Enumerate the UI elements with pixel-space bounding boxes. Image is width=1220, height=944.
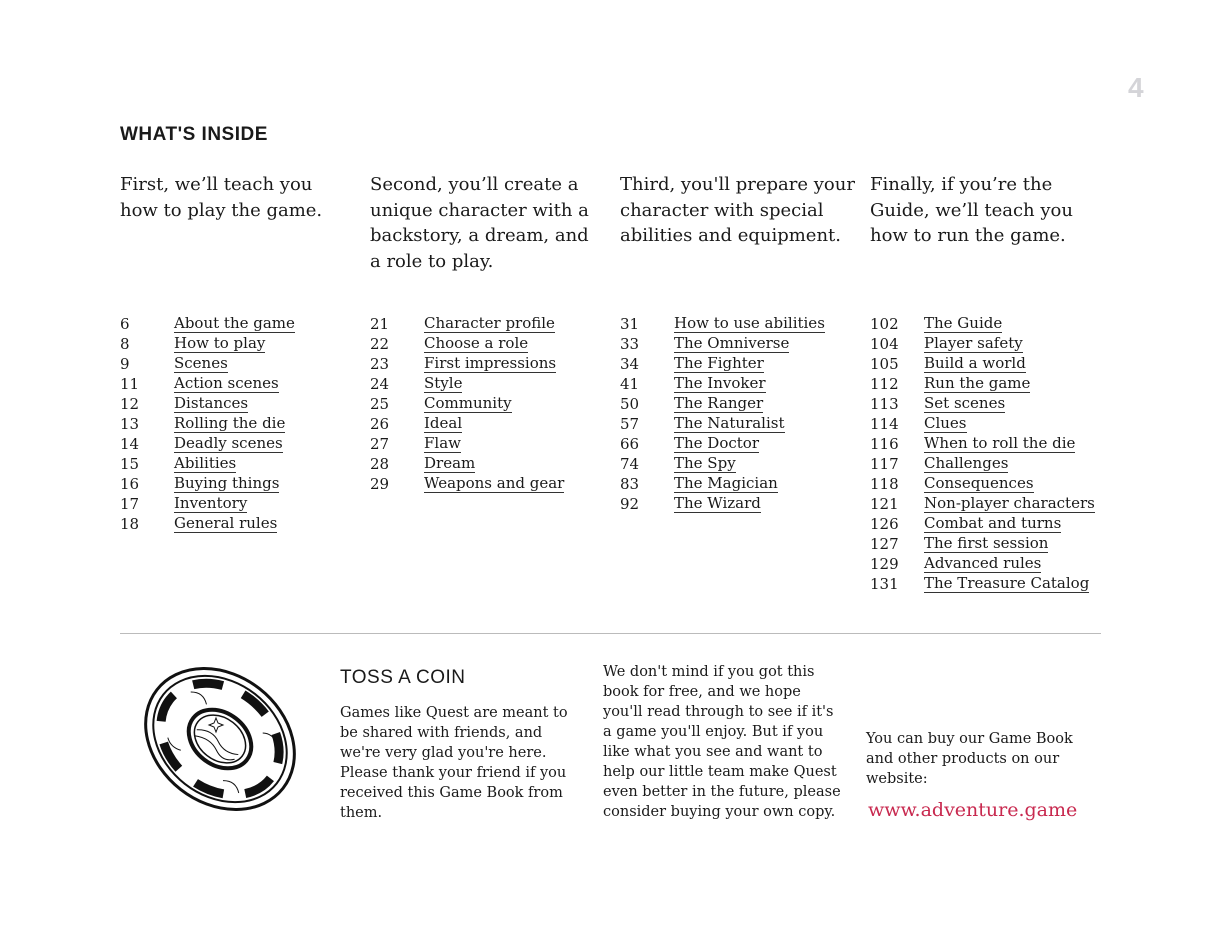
toc-page-number: 16: [120, 475, 140, 493]
toc-page-number: 126: [870, 515, 899, 533]
toc-entry[interactable]: [870, 494, 1120, 514]
toc-page-number: 105: [870, 355, 899, 373]
toc-link[interactable]: How to play: [174, 334, 266, 352]
toc-page-number: 57: [620, 415, 640, 433]
toc-entry[interactable]: [370, 314, 620, 334]
page-title: WHAT'S INSIDE: [120, 124, 268, 145]
toc-link[interactable]: Dream: [424, 454, 476, 472]
toc-list: [120, 314, 370, 534]
toc-link[interactable]: The Omniverse: [674, 334, 790, 352]
toc-entry[interactable]: [870, 434, 1120, 454]
toc-page-number: 83: [620, 475, 640, 493]
toc-page-number: 25: [370, 395, 390, 413]
toc-entry[interactable]: [620, 394, 870, 414]
toc-entry[interactable]: [620, 334, 870, 354]
toc-page-number: 28: [370, 455, 390, 473]
toc-page-number: 104: [870, 335, 899, 353]
toc-page-number: 8: [120, 335, 130, 353]
toc-page-number: 118: [870, 475, 899, 493]
toc-entry[interactable]: [370, 474, 620, 494]
toc-page-number: 22: [370, 335, 390, 353]
toc-page-number: 92: [620, 495, 640, 513]
toc-entry[interactable]: [120, 334, 370, 354]
toc-page-number: 116: [870, 435, 899, 453]
toc-link[interactable]: How to use abilities: [674, 314, 825, 332]
toc-link[interactable]: Buying things: [174, 474, 280, 492]
toc-link[interactable]: Community: [424, 394, 512, 412]
toc-link[interactable]: Distances: [174, 394, 249, 412]
toc-link[interactable]: Clues: [924, 414, 967, 432]
toc-entry[interactable]: [620, 314, 870, 334]
toc-page-number: 34: [620, 355, 640, 373]
toc-entry[interactable]: [370, 454, 620, 474]
toc-link[interactable]: The Wizard: [674, 494, 761, 512]
toc-entry[interactable]: [370, 354, 620, 374]
toc-entry[interactable]: [870, 474, 1120, 494]
toc-page-number: 121: [870, 495, 899, 513]
toc-link[interactable]: About the game: [174, 314, 295, 332]
toc-entry[interactable]: [370, 434, 620, 454]
toc-page-number: 14: [120, 435, 140, 453]
toc-link[interactable]: Player safety: [924, 334, 1023, 352]
toc-page-number: 17: [120, 495, 140, 513]
divider: [120, 633, 1101, 634]
toc-entry[interactable]: [120, 374, 370, 394]
toc-entry[interactable]: [870, 354, 1120, 374]
toc-link[interactable]: The Ranger: [674, 394, 764, 412]
toc-page-number: 102: [870, 315, 899, 333]
toc-link[interactable]: Combat and turns: [924, 514, 1062, 532]
toc-entry[interactable]: [870, 334, 1120, 354]
toc-link[interactable]: Run the game: [924, 374, 1031, 392]
toc-entry[interactable]: [370, 394, 620, 414]
toc-link[interactable]: Character profile: [424, 314, 555, 332]
toc-link[interactable]: When to roll the die: [924, 434, 1076, 452]
toc-link[interactable]: The first session: [924, 534, 1049, 552]
toc-entry[interactable]: [120, 454, 370, 474]
toc-link[interactable]: The Treasure Catalog: [924, 574, 1090, 592]
toc-page-number: 117: [870, 455, 899, 473]
buy-copy-paragraph: We don't mind if you got this book for free, and we hope you'll read through to see if it's a game you'll enjoy. But if you like what you see and want to help our little team make Quest even better in the future, please consider buying your own copy.: [603, 664, 841, 820]
toc-entry[interactable]: [120, 434, 370, 454]
toc-entry[interactable]: [120, 314, 370, 334]
toc-entry[interactable]: [620, 494, 870, 514]
toc-page-number: 11: [120, 375, 140, 393]
toc-page-number: 131: [870, 575, 899, 593]
toc-entry[interactable]: [120, 394, 370, 414]
toc-page-number: 112: [870, 375, 899, 393]
toc-link[interactable]: General rules: [174, 514, 278, 532]
toc-page-number: 24: [370, 375, 390, 393]
toc-entry[interactable]: [370, 334, 620, 354]
toc-entry[interactable]: [870, 574, 1120, 594]
toc-list: [620, 314, 870, 514]
toc-link[interactable]: First impressions: [424, 354, 557, 372]
toc-link[interactable]: Ideal: [424, 414, 463, 432]
toc-entry[interactable]: [120, 354, 370, 374]
toc-page-number: 66: [620, 435, 640, 453]
toc-page-number: 31: [620, 315, 640, 333]
toc-link[interactable]: Weapons and gear: [424, 474, 565, 492]
column-intro: Second, you’ll create a unique character with a backstory, a dream, and a role to play.: [370, 174, 589, 272]
toc-page-number: 23: [370, 355, 390, 373]
coin-illustration-icon: [138, 660, 302, 818]
toc-page-number: 6: [120, 315, 130, 333]
toc-entry[interactable]: [870, 414, 1120, 434]
toc-entry[interactable]: [120, 414, 370, 434]
column-intro: Finally, if you’re the Guide, we’ll teach you how to run the game.: [870, 174, 1073, 247]
toc-page-number: 9: [120, 355, 130, 373]
toc-page-number: 33: [620, 335, 640, 353]
toc-entry[interactable]: [120, 494, 370, 514]
toc-link[interactable]: Build a world: [924, 354, 1026, 372]
toc-page-number: 129: [870, 555, 899, 573]
website-link[interactable]: www.adventure.game: [868, 799, 1078, 821]
toc-link[interactable]: The Fighter: [674, 354, 764, 372]
page-number: 4: [1128, 72, 1144, 103]
toc-link[interactable]: Consequences: [924, 474, 1034, 492]
share-paragraph: Games like Quest are meant to be shared with friends, and we're very glad you're here. Please thank your friend if you received this Game Book from them.: [340, 705, 568, 821]
toc-entry[interactable]: [870, 394, 1120, 414]
toc-link[interactable]: The Guide: [924, 314, 1003, 332]
website-paragraph: You can buy our Game Book and other products on our website:: [866, 731, 1073, 787]
toc-page-number: 41: [620, 375, 640, 393]
toc-entry[interactable]: [620, 354, 870, 374]
toc-entry[interactable]: [120, 474, 370, 494]
toc-entry[interactable]: [870, 514, 1120, 534]
toc-page-number: 50: [620, 395, 640, 413]
toc-list: [370, 314, 620, 494]
toc-link[interactable]: Set scenes: [924, 394, 1006, 412]
toc-page-number: 21: [370, 315, 390, 333]
toc-entry[interactable]: [120, 514, 370, 534]
toc-entry[interactable]: [870, 454, 1120, 474]
toc-entry[interactable]: [870, 314, 1120, 334]
toc-list: [870, 314, 1120, 594]
toc-entry[interactable]: [620, 414, 870, 434]
toc-link[interactable]: Deadly scenes: [174, 434, 283, 452]
toc-page-number: 29: [370, 475, 390, 493]
toc-page-number: 15: [120, 455, 140, 473]
toc-link[interactable]: Advanced rules: [924, 554, 1042, 572]
toc-link[interactable]: Flaw: [424, 434, 461, 452]
toc-page-number: 26: [370, 415, 390, 433]
toc-entry[interactable]: [620, 374, 870, 394]
toc-link[interactable]: Abilities: [174, 454, 237, 472]
toc-entry[interactable]: [620, 474, 870, 494]
toc-link[interactable]: Inventory: [174, 494, 248, 512]
toc-page-number: 113: [870, 395, 899, 413]
toc-page-number: 18: [120, 515, 140, 533]
toc-entry[interactable]: [870, 374, 1120, 394]
toc-entry[interactable]: [370, 414, 620, 434]
toc-link[interactable]: Challenges: [924, 454, 1009, 472]
toc-link[interactable]: The Invoker: [674, 374, 766, 392]
toc-link[interactable]: Scenes: [174, 354, 228, 372]
toc-entry[interactable]: [870, 534, 1120, 554]
toc-link[interactable]: Rolling the die: [174, 414, 286, 432]
toc-page-number: 13: [120, 415, 140, 433]
toc-page-number: 12: [120, 395, 140, 413]
toc-entry[interactable]: [620, 434, 870, 454]
toc-link[interactable]: Non-player characters: [924, 494, 1095, 512]
toc-link[interactable]: Action scenes: [174, 374, 279, 392]
toc-entry[interactable]: [620, 454, 870, 474]
toc-page-number: 127: [870, 535, 899, 553]
toss-a-coin-heading: TOSS A COIN: [340, 667, 466, 688]
toc-page-number: 114: [870, 415, 899, 433]
toc-entry[interactable]: [870, 554, 1120, 574]
toc-link[interactable]: The Naturalist: [674, 414, 785, 432]
toc-link[interactable]: Choose a role: [424, 334, 529, 352]
toc-page-number: 74: [620, 455, 640, 473]
column-intro: Third, you'll prepare your character with special abilities and equipment.: [620, 174, 855, 247]
toc-link[interactable]: The Doctor: [674, 434, 759, 452]
column-intro: First, we’ll teach you how to play the game.: [120, 174, 323, 221]
toc-entry[interactable]: [370, 374, 620, 394]
toc-link[interactable]: Style: [424, 374, 463, 392]
toc-link[interactable]: The Magician: [674, 474, 778, 492]
toc-link[interactable]: The Spy: [674, 454, 736, 472]
toc-page-number: 27: [370, 435, 390, 453]
